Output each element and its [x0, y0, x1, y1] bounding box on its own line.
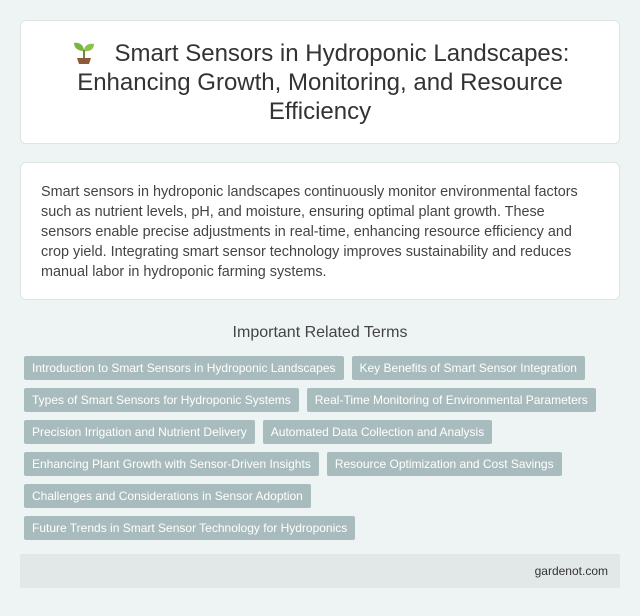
title-card: [20, 20, 620, 144]
related-term-tag[interactable]: Challenges and Considerations in Sensor Adoption: [24, 484, 311, 508]
related-term-tag[interactable]: Introduction to Smart Sensors in Hydroponic Landscapes: [24, 356, 344, 380]
footer: [20, 554, 620, 588]
footer-site-link[interactable]: gardenot.com: [534, 564, 608, 578]
related-term-tag[interactable]: Real-Time Monitoring of Environmental Parameters: [307, 388, 596, 412]
related-term-tag[interactable]: Precision Irrigation and Nutrient Delivery: [24, 420, 255, 444]
related-term-tag[interactable]: Resource Optimization and Cost Savings: [327, 452, 562, 476]
related-term-tag[interactable]: Types of Smart Sensors for Hydroponic Systems: [24, 388, 299, 412]
related-term-tag[interactable]: Future Trends in Smart Sensor Technology for Hydroponics: [24, 516, 355, 540]
related-terms-list: [20, 356, 620, 540]
related-term-tag[interactable]: Automated Data Collection and Analysis: [263, 420, 492, 444]
related-term-tag[interactable]: Enhancing Plant Growth with Sensor-Driven Insights: [24, 452, 319, 476]
description-card: [20, 162, 620, 300]
page-title: [61, 39, 579, 126]
related-terms-heading: Important Related Terms: [232, 324, 408, 341]
related-term-tag[interactable]: Key Benefits of Smart Sensor Integration: [352, 356, 585, 380]
description-text: Smart sensors in hydroponic landscapes continuously monitor environmental factors such as nutrient levels, pH, and moisture, ensuring optimal plant growth. These sensors enable precise adjustments in real-time, enhancing resource efficiency and crop yield. Integrating smart sensor technology improves sustainability and reduces manual labor in hydroponic farming systems.: [41, 184, 578, 280]
page-title-text: Smart Sensors in Hydroponic Landscapes: Enhancing Growth, Monitoring, and Resource Efficiency: [77, 39, 570, 125]
sprout-icon: [71, 39, 97, 65]
